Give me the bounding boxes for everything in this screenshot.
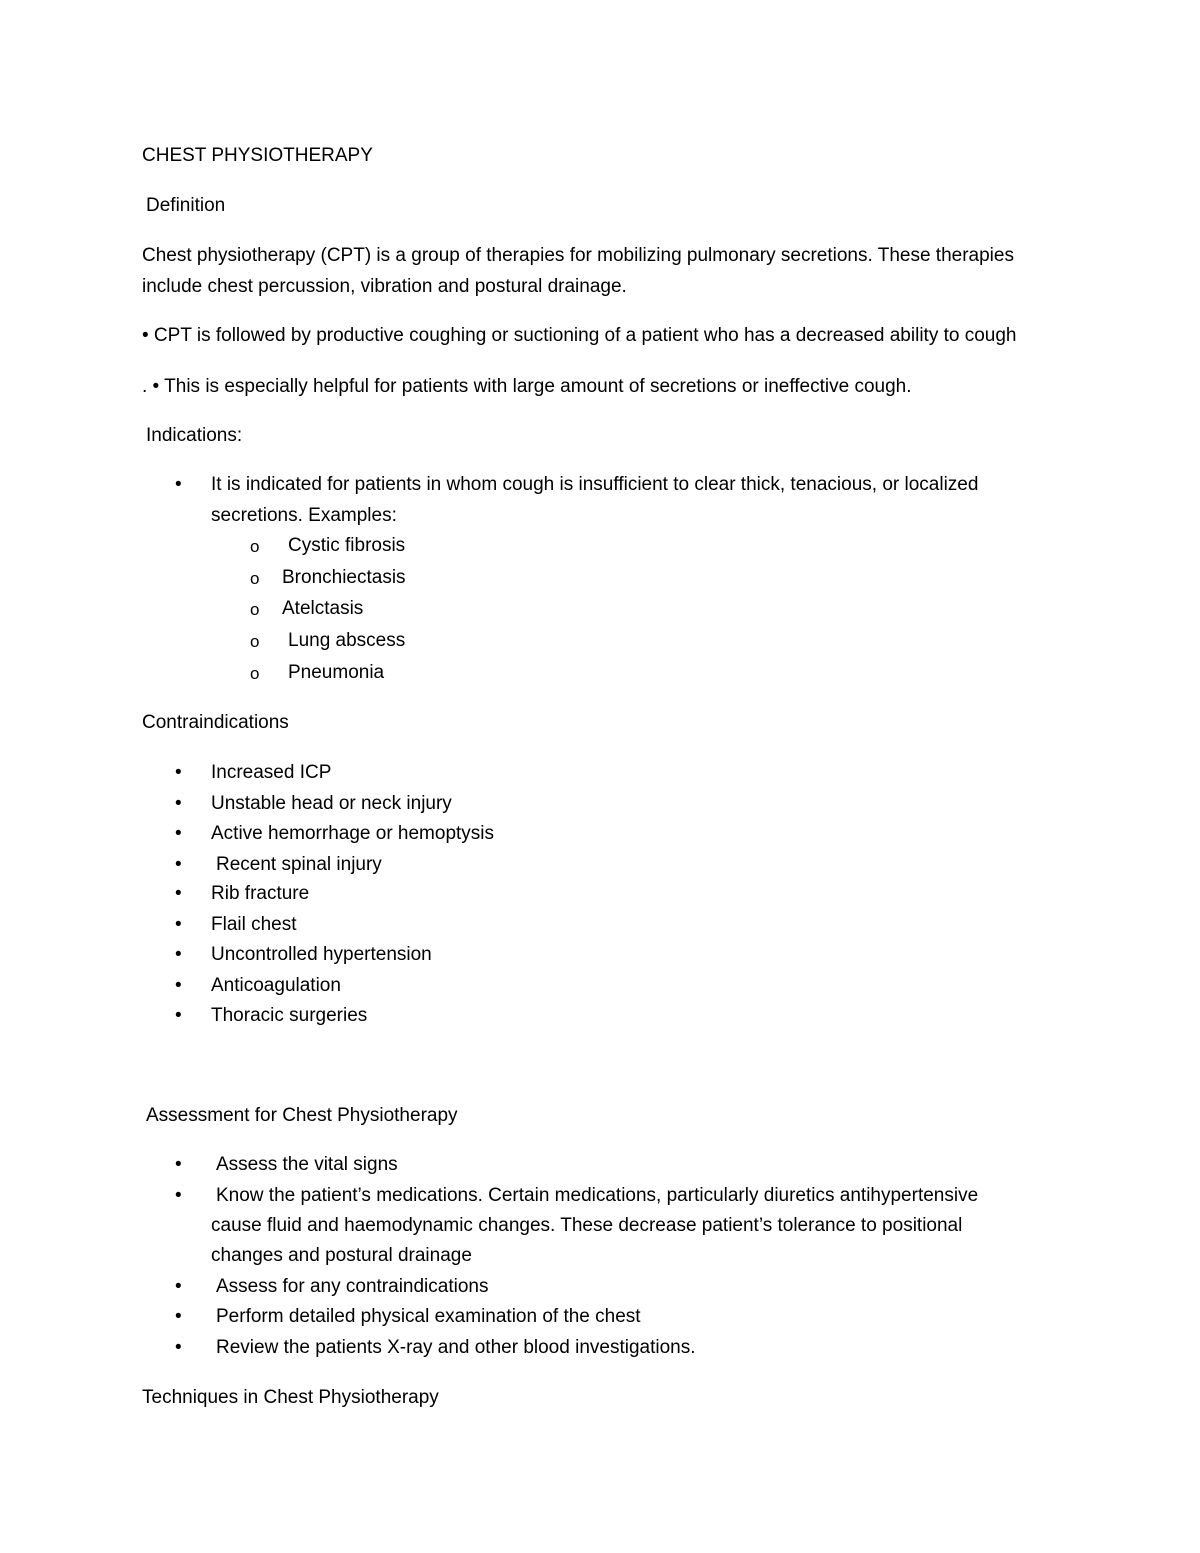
techniques-heading: Techniques in Chest Physiotherapy	[142, 1387, 439, 1408]
assessment-item: cause fluid and haemodynamic changes. These decrease patient’s tolerance to positional	[211, 1215, 963, 1236]
indication-example: Lung abscess	[288, 630, 406, 651]
bullet-icon: •	[175, 854, 182, 875]
contraindication-item: Anticoagulation	[211, 975, 341, 996]
contraindication-item: Increased ICP	[211, 762, 332, 783]
contraindication-item: Unstable head or neck injury	[211, 793, 452, 814]
bullet-icon: •	[175, 823, 182, 844]
contraindication-item: Thoracic surgeries	[211, 1005, 368, 1026]
bullet-icon: •	[175, 1005, 182, 1026]
assessment-item: Know the patient’s medications. Certain medications, particularly diuretics antihypertensive	[216, 1185, 979, 1206]
contraindication-item: Flail chest	[211, 914, 297, 935]
indication-item-line: It is indicated for patients in whom cough is insufficient to clear thick, tenacious, or localized	[211, 474, 979, 495]
indications-heading: Indications:	[146, 425, 243, 446]
indication-example: Bronchiectasis	[282, 567, 406, 588]
assessment-item: Assess for any contraindications	[216, 1276, 489, 1297]
definition-point: • CPT is followed by productive coughing or suctioning of a patient who has a decreased ability to cough	[142, 325, 1017, 346]
contraindication-item: Uncontrolled hypertension	[211, 944, 432, 965]
contraindication-item: Rib fracture	[211, 883, 310, 904]
contraindication-item: Recent spinal injury	[216, 854, 382, 875]
definition-paragraph-line: Chest physiotherapy (CPT) is a group of therapies for mobilizing pulmonary secretions. These therapies	[142, 245, 1014, 266]
bullet-icon: •	[175, 1185, 182, 1206]
bullet-icon: •	[175, 1306, 182, 1327]
sub-bullet-icon: o	[250, 600, 260, 619]
bullet-icon: •	[175, 1154, 182, 1175]
assessment-item: Review the patients X-ray and other blood investigations.	[216, 1337, 696, 1358]
bullet-icon: •	[175, 474, 182, 495]
contraindication-item: Active hemorrhage or hemoptysis	[211, 823, 495, 844]
bullet-icon: •	[175, 762, 182, 783]
assessment-item: Perform detailed physical examination of the chest	[216, 1306, 641, 1327]
bullet-icon: •	[175, 1337, 182, 1358]
contraindications-heading: Contraindications	[142, 712, 289, 733]
sub-bullet-icon: o	[250, 632, 260, 651]
definition-point: . • This is especially helpful for patients with large amount of secretions or ineffective cough.	[142, 376, 912, 397]
assessment-item: changes and postural drainage	[211, 1245, 472, 1266]
indication-example: Atelctasis	[282, 598, 364, 619]
bullet-icon: •	[175, 914, 182, 935]
sub-bullet-icon: o	[250, 664, 260, 683]
assessment-heading: Assessment for Chest Physiotherapy	[146, 1105, 458, 1126]
definition-heading: Definition	[146, 195, 226, 216]
sub-bullet-icon: o	[250, 569, 260, 588]
bullet-icon: •	[175, 1276, 182, 1297]
sub-bullet-icon: o	[250, 537, 260, 556]
document-title: CHEST PHYSIOTHERAPY	[142, 145, 373, 166]
bullet-icon: •	[175, 975, 182, 996]
indication-example: Cystic fibrosis	[288, 535, 406, 556]
bullet-icon: •	[175, 793, 182, 814]
indication-item-line: secretions. Examples:	[211, 505, 397, 526]
assessment-item: Assess the vital signs	[216, 1154, 398, 1175]
bullet-icon: •	[175, 944, 182, 965]
bullet-icon: •	[175, 883, 182, 904]
definition-paragraph-line: include chest percussion, vibration and postural drainage.	[142, 276, 627, 297]
indication-example: Pneumonia	[288, 662, 385, 683]
